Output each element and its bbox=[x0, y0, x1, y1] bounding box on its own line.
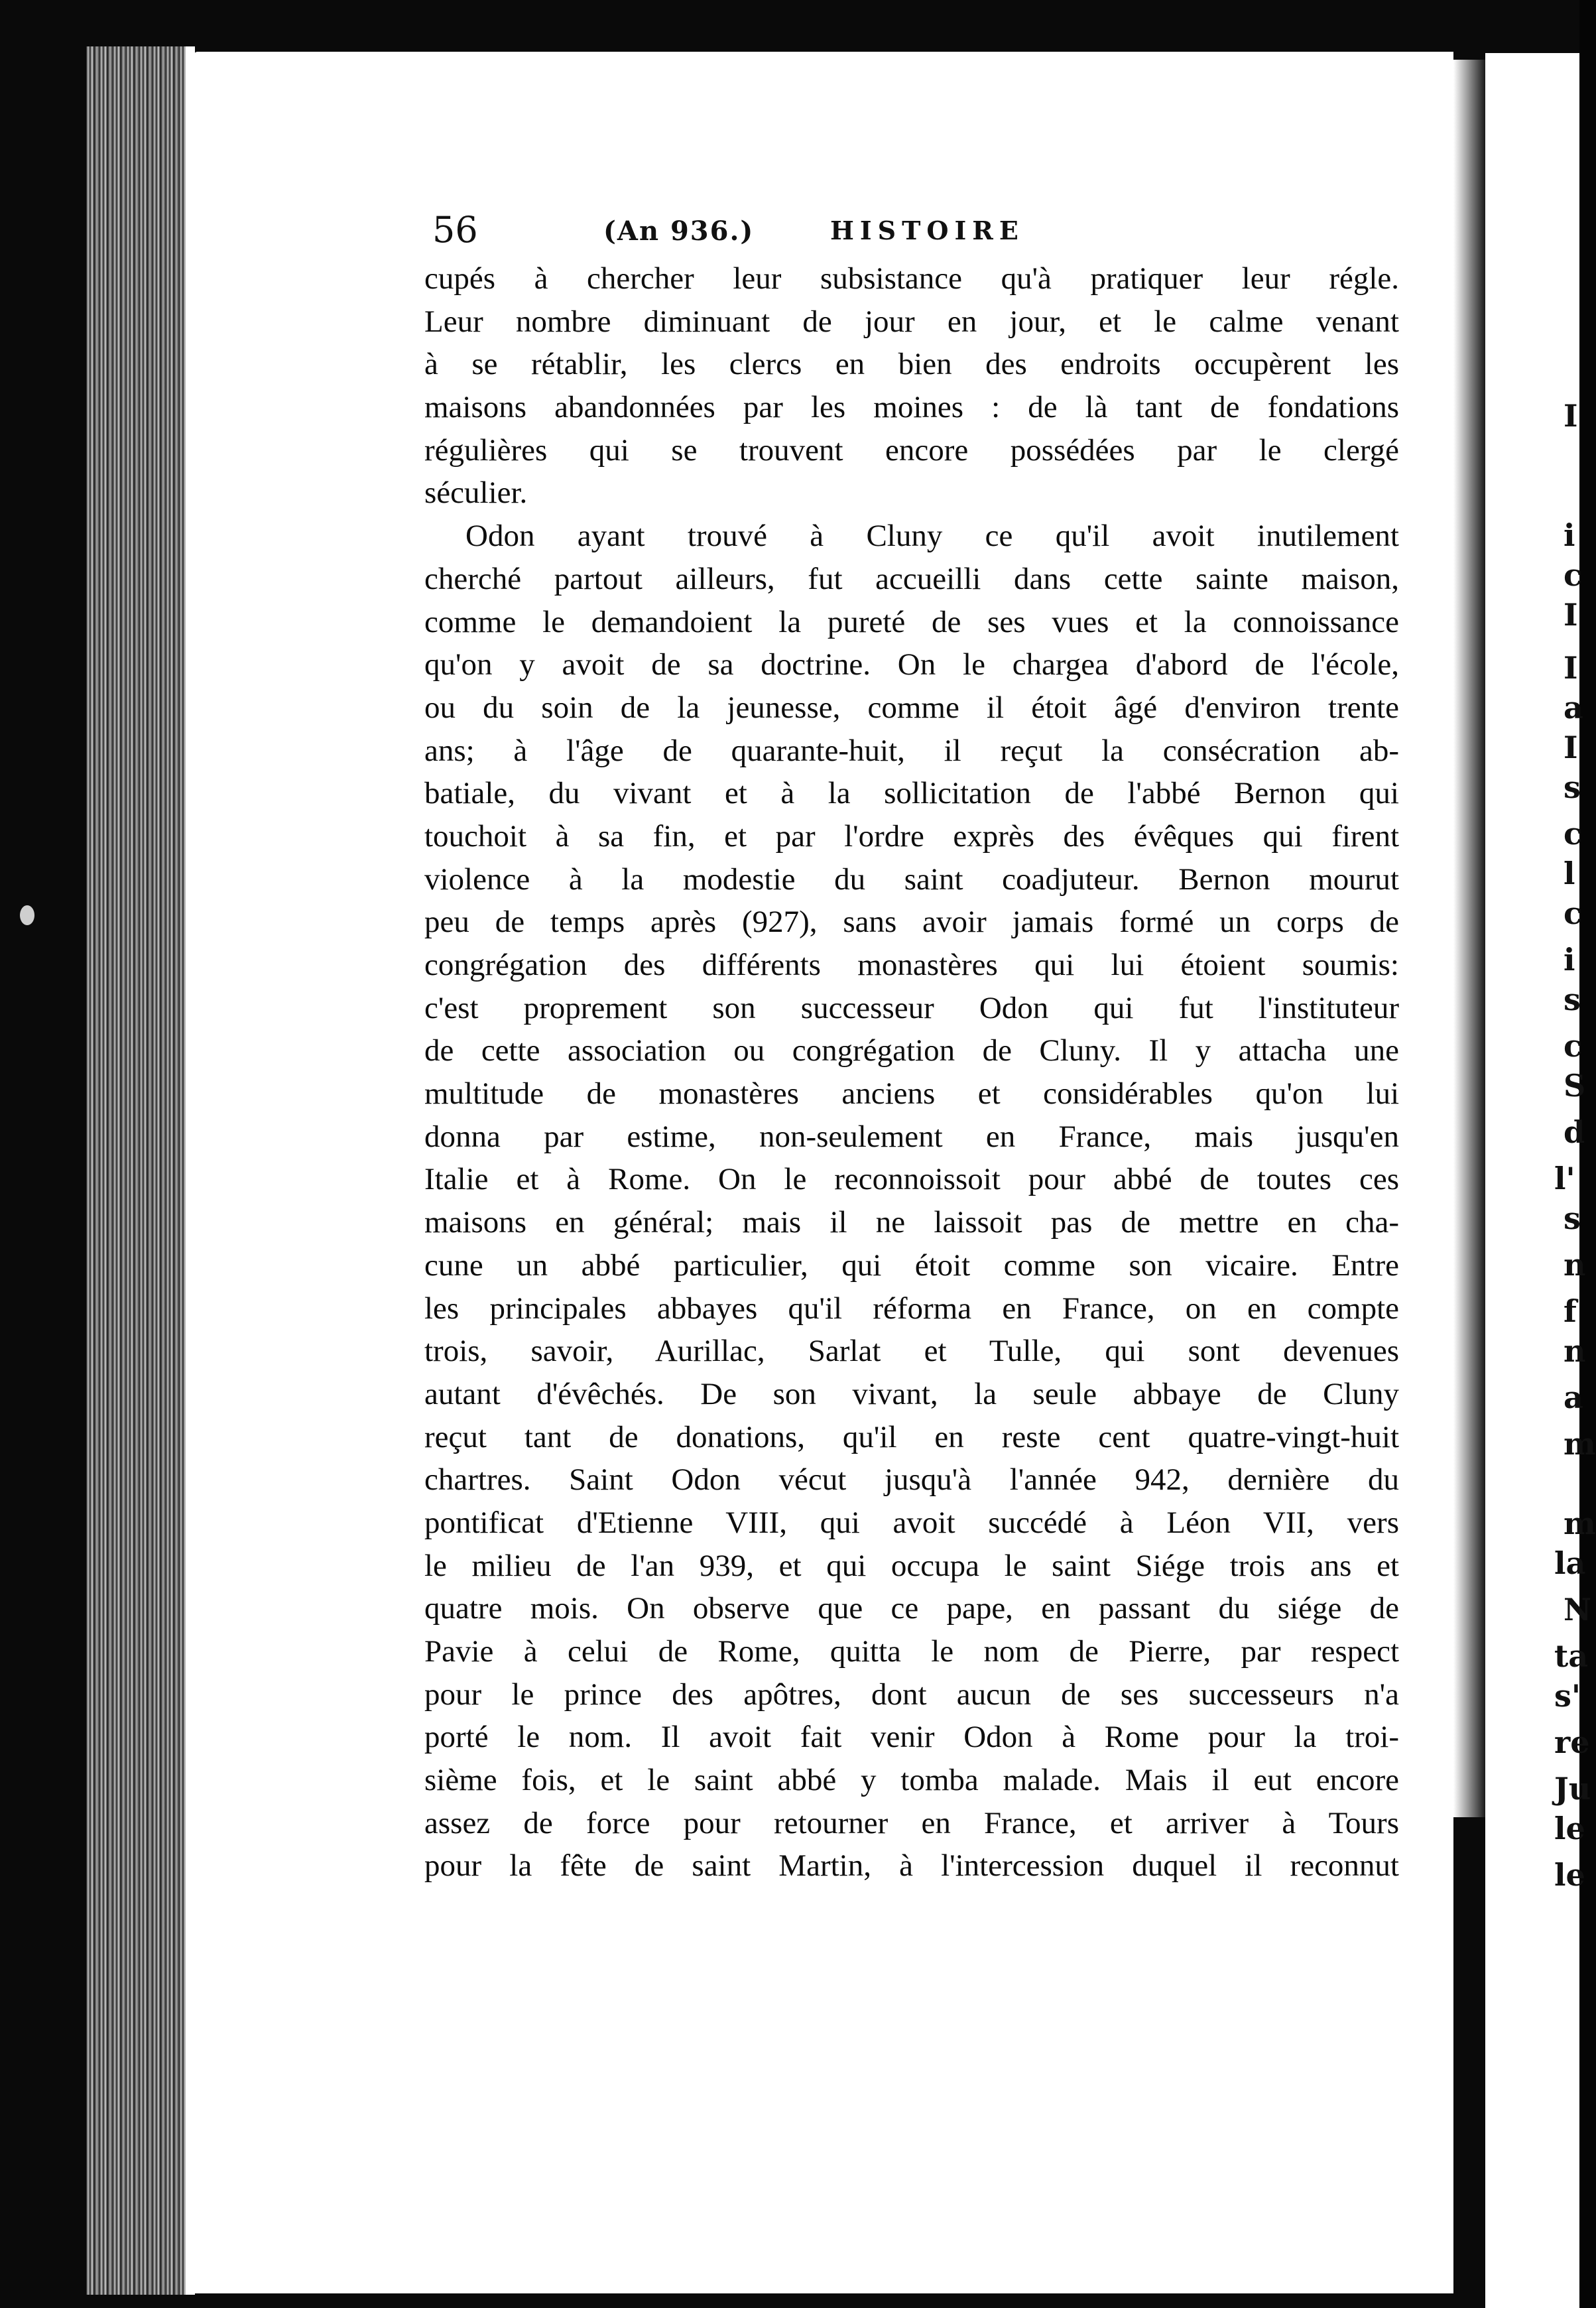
adjacent-page-edge bbox=[1485, 53, 1596, 2308]
scan-artifact-mark bbox=[20, 905, 34, 925]
text-line: touchoit à sa fin, et par l'ordre exprès des évêques qui firent bbox=[424, 818, 1399, 854]
text-line: chartres. Saint Odon vécut jusqu'à l'année 942, dernière du bbox=[424, 1462, 1399, 1498]
adjacent-page-fragment: c bbox=[1564, 895, 1583, 931]
adjacent-page-fragment: f bbox=[1564, 1293, 1577, 1329]
adjacent-page-fragment: le bbox=[1554, 1857, 1585, 1893]
text-line: quatre mois. On observe que ce pape, en passant du siége de bbox=[424, 1591, 1399, 1626]
text-line: batiale, du vivant et à la sollicitation de l'abbé Bernon qui bbox=[424, 776, 1399, 811]
text-line: sième fois, et le saint abbé y tomba malade. Mais il eut encore bbox=[424, 1763, 1399, 1798]
adjacent-page-fragment: I bbox=[1564, 650, 1578, 686]
adjacent-page-fragment: le bbox=[1554, 1811, 1585, 1846]
text-line: maisons en général; mais il ne laissoit pas de mettre en cha- bbox=[424, 1205, 1399, 1240]
adjacent-page-fragment: Ju bbox=[1554, 1771, 1591, 1807]
running-head bbox=[432, 209, 1400, 255]
text-line: les principales abbayes qu'il réforma en France, on en compte bbox=[424, 1291, 1399, 1326]
text-line: comme le demandoient la pureté de ses vues et la connoissance bbox=[424, 604, 1399, 639]
text-line: trois, savoir, Aurillac, Sarlat et Tulle, qui sont devenues bbox=[424, 1334, 1399, 1369]
adjacent-page-fragment: l bbox=[1564, 856, 1575, 891]
adjacent-page-fragment: N bbox=[1564, 1592, 1592, 1628]
adjacent-page-fragment: c bbox=[1564, 816, 1583, 852]
text-line: ou du soin de la jeunesse, comme il étoit âgé d'environ trente bbox=[424, 690, 1399, 725]
adjacent-page-fragment: s bbox=[1564, 982, 1581, 1017]
adjacent-page-fragment: I bbox=[1564, 597, 1578, 633]
adjacent-page-fragment: ta bbox=[1554, 1638, 1589, 1674]
adjacent-page-fragment: c bbox=[1564, 1028, 1583, 1064]
adjacent-page-fragment: a bbox=[1564, 690, 1583, 726]
adjacent-page-fragment: i bbox=[1564, 517, 1575, 553]
adjacent-page-fragment: la bbox=[1554, 1545, 1586, 1581]
text-line: porté le nom. Il avoit fait venir Odon à Rome pour la troi- bbox=[424, 1720, 1399, 1755]
text-line: de cette association ou congrégation de Cluny. Il y attacha une bbox=[424, 1033, 1399, 1068]
adjacent-page-fragment: a bbox=[1564, 1379, 1583, 1415]
text-line: Italie et à Rome. On le reconnoissoit pour abbé de toutes ces bbox=[424, 1162, 1399, 1197]
adjacent-page-fragment: m bbox=[1564, 1506, 1596, 1541]
adjacent-page-fragment: s bbox=[1564, 1200, 1581, 1236]
adjacent-page-fragment: l' bbox=[1554, 1161, 1575, 1196]
adjacent-page-fragment: I bbox=[1564, 730, 1578, 765]
text-line: c'est proprement son successeur Odon qui fut l'instituteur bbox=[424, 990, 1399, 1025]
text-line: autant d'évêchés. De son vivant, la seule abbaye de Cluny bbox=[424, 1376, 1399, 1411]
text-line: donna par estime, non-seulement en France, mais jusqu'en bbox=[424, 1119, 1399, 1154]
adjacent-page-fragment: I bbox=[1564, 398, 1578, 434]
text-line: pour la fête de saint Martin, à l'intercession duquel il reconnut bbox=[424, 1848, 1399, 1884]
adjacent-page-fragment: d bbox=[1564, 1114, 1585, 1150]
adjacent-page-fragment: re bbox=[1554, 1724, 1590, 1760]
text-line: séculier. bbox=[424, 476, 528, 511]
text-line: peu de temps après (927), sans avoir jamais formé un corps de bbox=[424, 905, 1399, 940]
text-line: régulières qui se trouvent encore possédées par le clergé bbox=[424, 432, 1399, 468]
adjacent-page-fragment: s bbox=[1564, 769, 1581, 805]
text-line: pour le prince des apôtres, dont aucun de ses successeurs n'a bbox=[424, 1677, 1399, 1712]
text-line: assez de force pour retourner en France, et arriver à Tours bbox=[424, 1805, 1399, 1840]
text-line: maisons abandonnées par les moines : de là tant de fondations bbox=[424, 390, 1399, 425]
adjacent-page-fragment: i bbox=[1564, 942, 1575, 978]
header-date: (An 936.) bbox=[603, 216, 755, 247]
adjacent-page-fragment: n bbox=[1564, 1333, 1586, 1369]
text-line: congrégation des différents monastères qui lui étoient soumis: bbox=[424, 948, 1399, 982]
text-line: reçut tant de donations, qu'il en reste cent quatre-vingt-huit bbox=[424, 1419, 1399, 1454]
adjacent-page-fragment: S bbox=[1564, 1068, 1586, 1104]
text-line: ans; à l'âge de quarante-huit, il reçut la consécration ab- bbox=[424, 733, 1399, 768]
adjacent-page-fragment: n bbox=[1564, 1247, 1586, 1283]
text-line: Leur nombre diminuant de jour en jour, et le calme venant bbox=[424, 304, 1399, 339]
adjacent-page-fragment: s' bbox=[1554, 1678, 1581, 1714]
text-line: multitude de monastères anciens et considérables qu'on lui bbox=[424, 1076, 1399, 1112]
text-line: cherché partout ailleurs, fut accueilli dans cette sainte maison, bbox=[424, 561, 1399, 596]
adjacent-page-fragment: m bbox=[1564, 1426, 1596, 1462]
header-title: HISTOIRE bbox=[830, 216, 1024, 245]
adjacent-page-fragment: c bbox=[1564, 557, 1583, 593]
text-line: violence à la modestie du saint coadjuteur. Bernon mourut bbox=[424, 862, 1399, 897]
text-line: cune un abbé particulier, qui étoit comme son vicaire. Entre bbox=[424, 1248, 1399, 1283]
book-binding-gutter bbox=[86, 46, 192, 2295]
text-line: pontificat d'Etienne VIII, qui avoit succédé à Léon VII, vers bbox=[424, 1505, 1399, 1540]
text-line: qu'on y avoit de sa doctrine. On le chargea d'abord de l'école, bbox=[424, 647, 1399, 682]
text-line: à se rétablir, les clercs en bien des endroits occupèrent les bbox=[424, 347, 1399, 382]
page-number: 56 bbox=[432, 209, 478, 251]
paragraph-start-line: Odon ayant trouvé à Cluny ce qu'il avoit inutilement bbox=[465, 519, 1399, 554]
text-line: cupés à chercher leur subsistance qu'à pratiquer leur régle. bbox=[424, 261, 1399, 296]
page-fold-shadow bbox=[1453, 60, 1485, 1817]
text-line: Pavie à celui de Rome, quitta le nom de Pierre, par respect bbox=[424, 1634, 1399, 1669]
text-line: le milieu de l'an 939, et qui occupa le saint Siége trois ans et bbox=[424, 1548, 1399, 1583]
body-text bbox=[424, 257, 1399, 1888]
